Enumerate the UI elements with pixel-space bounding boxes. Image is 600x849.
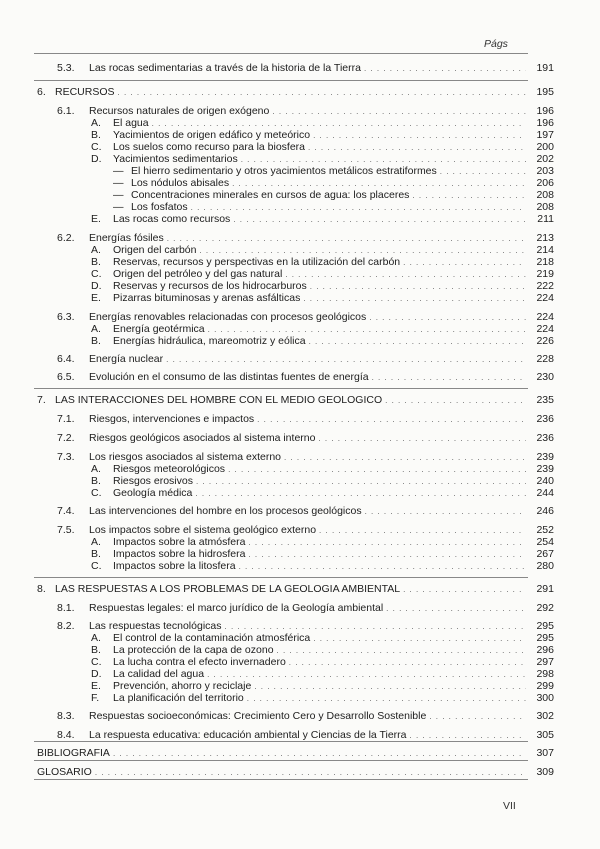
entry-page-number: 307 bbox=[536, 747, 554, 759]
entry-title: Energía geotérmica bbox=[113, 323, 205, 335]
entry-number: D. bbox=[91, 280, 102, 292]
toc-entry bbox=[0, 394, 600, 407]
entry-page-number: 236 bbox=[536, 432, 554, 444]
toc-entry bbox=[0, 335, 600, 348]
entry-page-number: 298 bbox=[536, 668, 554, 680]
page-number: VII bbox=[503, 800, 516, 812]
entry-title: Los impactos sobre el sistema geológico externo bbox=[89, 524, 317, 536]
entry-page-number: 191 bbox=[536, 62, 554, 74]
entry-page-number: 299 bbox=[536, 680, 554, 692]
section-rule bbox=[34, 779, 528, 780]
dot-leader bbox=[166, 353, 526, 366]
dot-leader bbox=[410, 729, 526, 742]
entry-title: Riesgos meteorológicos bbox=[113, 463, 226, 475]
entry-title: La calidad del agua bbox=[113, 668, 205, 680]
entry-page-number: 292 bbox=[536, 602, 554, 614]
entry-title: Las intervenciones del hombre en los procesos geológicos bbox=[89, 505, 362, 517]
entry-title: Reservas y recursos de los hidrocarburos bbox=[113, 280, 307, 292]
entry-title: Los suelos como recurso para la biosfera bbox=[113, 141, 306, 153]
entry-title: Origen del carbón bbox=[113, 244, 197, 256]
entry-number: B. bbox=[91, 548, 101, 560]
entry-page-number: 208 bbox=[536, 189, 554, 201]
entry-number: A. bbox=[91, 244, 101, 256]
entry-number: — bbox=[113, 201, 124, 213]
entry-number: 7.3. bbox=[57, 451, 75, 463]
entry-title: La planificación del territorio bbox=[113, 692, 244, 704]
entry-number: 6.3. bbox=[57, 311, 75, 323]
entry-title: LAS INTERACCIONES DEL HOMBRE CON EL MEDIO GEOLOGICO bbox=[55, 394, 383, 406]
entry-page-number: 246 bbox=[536, 505, 554, 517]
entry-number: 7.4. bbox=[57, 505, 75, 517]
entry-title: El hierro sedimentario y otros yacimientos metálicos estratiformes bbox=[131, 165, 437, 177]
entry-page-number: 295 bbox=[536, 632, 554, 644]
dot-leader bbox=[113, 747, 526, 760]
entry-title: Reservas, recursos y perspectivas en la utilización del carbón bbox=[113, 256, 401, 268]
toc-entry bbox=[0, 560, 600, 573]
entry-title: Pizarras bituminosas y arenas asfálticas bbox=[113, 292, 301, 304]
dot-leader bbox=[403, 583, 526, 596]
entry-page-number: 197 bbox=[536, 129, 554, 141]
entry-number: 7.2. bbox=[57, 432, 75, 444]
entry-title: Geología médica bbox=[113, 487, 193, 499]
entry-page-number: 230 bbox=[536, 371, 554, 383]
entry-number: B. bbox=[91, 644, 101, 656]
entry-number: C. bbox=[91, 268, 102, 280]
entry-number: 6. bbox=[37, 86, 46, 98]
entry-number: E. bbox=[91, 292, 101, 304]
entry-number: — bbox=[113, 189, 124, 201]
toc-entry bbox=[0, 602, 600, 615]
entry-page-number: 219 bbox=[536, 268, 554, 280]
toc-entry bbox=[0, 371, 600, 384]
entry-title: Los nódulos abisales bbox=[131, 177, 230, 189]
dot-leader bbox=[309, 335, 526, 348]
dot-leader bbox=[372, 371, 526, 384]
entry-title: Energías renovables relacionadas con procesos geológicos bbox=[89, 311, 367, 323]
toc-entry bbox=[0, 353, 600, 366]
entry-title: Concentraciones minerales en cursos de agua: los placeres bbox=[131, 189, 410, 201]
section-rule bbox=[34, 388, 528, 389]
entry-page-number: 195 bbox=[536, 86, 554, 98]
entry-page-number: 280 bbox=[536, 560, 554, 572]
toc-entry bbox=[0, 505, 600, 518]
toc-entry bbox=[0, 692, 600, 705]
header-rule bbox=[34, 53, 528, 54]
entry-title: Las respuestas tecnológicas bbox=[89, 620, 222, 632]
entry-number: C. bbox=[91, 656, 102, 668]
dot-leader bbox=[257, 413, 526, 426]
entry-page-number: 309 bbox=[536, 766, 554, 778]
entry-number: A. bbox=[91, 463, 101, 475]
entry-page-number: 206 bbox=[536, 177, 554, 189]
section-rule bbox=[34, 80, 528, 81]
entry-page-number: 297 bbox=[536, 656, 554, 668]
entry-page-number: 213 bbox=[536, 232, 554, 244]
toc-entry bbox=[0, 487, 600, 500]
entry-page-number: 224 bbox=[536, 292, 554, 304]
entry-number: D. bbox=[91, 668, 102, 680]
dot-leader bbox=[365, 505, 526, 518]
dot-leader bbox=[239, 560, 526, 573]
entry-number: — bbox=[113, 165, 124, 177]
entry-number: C. bbox=[91, 560, 102, 572]
entry-number: 6.5. bbox=[57, 371, 75, 383]
entry-page-number: 239 bbox=[536, 463, 554, 475]
entry-page-number: 244 bbox=[536, 487, 554, 499]
entry-title: El control de la contaminación atmosférica bbox=[113, 632, 311, 644]
entry-page-number: 196 bbox=[536, 105, 554, 117]
entry-title: Las rocas como recursos bbox=[113, 213, 231, 225]
dot-leader bbox=[386, 602, 526, 615]
entry-number: 7. bbox=[37, 394, 46, 406]
entry-number: 6.4. bbox=[57, 353, 75, 365]
toc-entry bbox=[0, 747, 600, 760]
entry-number: A. bbox=[91, 117, 101, 129]
entry-number: A. bbox=[91, 323, 101, 335]
entry-page-number: 291 bbox=[536, 583, 554, 595]
dot-leader bbox=[429, 710, 526, 723]
entry-page-number: 305 bbox=[536, 729, 554, 741]
entry-page-number: 235 bbox=[536, 394, 554, 406]
entry-number: 6.1. bbox=[57, 105, 75, 117]
toc-entry bbox=[0, 710, 600, 723]
dot-leader bbox=[118, 86, 526, 99]
entry-title: El agua bbox=[113, 117, 149, 129]
dot-leader bbox=[233, 213, 526, 226]
entry-title: BIBLIOGRAFIA bbox=[37, 747, 110, 759]
entry-page-number: 252 bbox=[536, 524, 554, 536]
entry-page-number: 202 bbox=[536, 153, 554, 165]
entry-title: La lucha contra el efecto invernadero bbox=[113, 656, 286, 668]
entry-title: Riesgos erosivos bbox=[113, 475, 193, 487]
entry-title: Evolución en el consumo de las distintas fuentes de energía bbox=[89, 371, 369, 383]
entry-number: B. bbox=[91, 475, 101, 487]
entry-title: Riesgos, intervenciones e impactos bbox=[89, 413, 255, 425]
pages-column-header: Págs bbox=[484, 38, 508, 50]
entry-number: F. bbox=[91, 692, 100, 704]
entry-number: D. bbox=[91, 153, 102, 165]
dot-leader bbox=[195, 487, 526, 500]
entry-title: La respuesta educativa: educación ambiental y Ciencias de la Tierra bbox=[89, 729, 407, 741]
entry-page-number: 302 bbox=[536, 710, 554, 722]
entry-number: C. bbox=[91, 487, 102, 499]
entry-number: E. bbox=[91, 213, 101, 225]
entry-number: 8.2. bbox=[57, 620, 75, 632]
dot-leader bbox=[95, 766, 526, 779]
entry-title: Yacimientos sedimentarios bbox=[113, 153, 238, 165]
entry-number: 6.2. bbox=[57, 232, 75, 244]
entry-page-number: 208 bbox=[536, 201, 554, 213]
dot-leader bbox=[364, 62, 526, 75]
entry-page-number: 218 bbox=[536, 256, 554, 268]
entry-page-number: 211 bbox=[537, 213, 554, 225]
entry-title: Impactos sobre la litosfera bbox=[113, 560, 236, 572]
entry-title: Recursos naturales de origen exógeno bbox=[89, 105, 270, 117]
entry-title: RECURSOS bbox=[55, 86, 115, 98]
entry-page-number: 196 bbox=[536, 117, 554, 129]
entry-page-number: 226 bbox=[536, 335, 554, 347]
entry-title: Origen del petróleo y del gas natural bbox=[113, 268, 283, 280]
entry-number: E. bbox=[91, 680, 101, 692]
entry-number: B. bbox=[91, 256, 101, 268]
entry-title: Respuestas socioeconómicas: Crecimiento Cero y Desarrollo Sostenible bbox=[89, 710, 427, 722]
toc-entry bbox=[0, 213, 600, 226]
entry-number: 5.3. bbox=[57, 62, 75, 74]
entry-number: B. bbox=[91, 335, 101, 347]
toc-entry bbox=[0, 432, 600, 445]
entry-number: 7.1. bbox=[57, 413, 75, 425]
entry-title: Energía nuclear bbox=[89, 353, 164, 365]
entry-title: La protección de la capa de ozono bbox=[113, 644, 274, 656]
entry-number: A. bbox=[91, 536, 101, 548]
entry-title: LAS RESPUESTAS A LOS PROBLEMAS DE LA GEOLOGIA AMBIENTAL bbox=[55, 583, 401, 595]
entry-page-number: 222 bbox=[536, 280, 554, 292]
entry-page-number: 296 bbox=[536, 644, 554, 656]
entry-page-number: 300 bbox=[536, 692, 554, 704]
entry-page-number: 295 bbox=[536, 620, 554, 632]
entry-page-number: 200 bbox=[536, 141, 554, 153]
entry-title: Energías hidráulica, mareomotriz y eólica bbox=[113, 335, 306, 347]
entry-number: 8.1. bbox=[57, 602, 75, 614]
entry-page-number: 267 bbox=[536, 548, 554, 560]
entry-page-number: 224 bbox=[536, 311, 554, 323]
dot-leader bbox=[385, 394, 526, 407]
entry-title: Impactos sobre la hidrosfera bbox=[113, 548, 246, 560]
entry-page-number: 214 bbox=[536, 244, 554, 256]
toc-entry bbox=[0, 766, 600, 779]
toc-entry bbox=[0, 86, 600, 99]
entry-title: GLOSARIO bbox=[37, 766, 92, 778]
entry-title: Respuestas legales: el marco jurídico de la Geología ambiental bbox=[89, 602, 384, 614]
entry-number: 8. bbox=[37, 583, 46, 595]
entry-page-number: 236 bbox=[536, 413, 554, 425]
entry-number: — bbox=[113, 177, 124, 189]
entry-title: Impactos sobre la atmósfera bbox=[113, 536, 246, 548]
toc-entry bbox=[0, 62, 600, 75]
dot-leader bbox=[247, 692, 526, 705]
entry-number: 7.5. bbox=[57, 524, 75, 536]
entry-number: C. bbox=[91, 141, 102, 153]
entry-title: Riesgos geológicos asociados al sistema interno bbox=[89, 432, 316, 444]
toc-entry bbox=[0, 292, 600, 305]
section-rule bbox=[34, 760, 528, 761]
entry-page-number: 254 bbox=[536, 536, 554, 548]
entry-number: A. bbox=[91, 632, 101, 644]
dot-leader bbox=[318, 432, 526, 445]
toc-entry bbox=[0, 413, 600, 426]
entry-title: Los riesgos asociados al sistema externo bbox=[89, 451, 282, 463]
entry-page-number: 239 bbox=[536, 451, 554, 463]
section-rule bbox=[34, 577, 528, 578]
entry-page-number: 203 bbox=[536, 165, 554, 177]
entry-number: 8.3. bbox=[57, 710, 75, 722]
entry-title: Yacimientos de origen edáfico y meteórico bbox=[113, 129, 311, 141]
entry-number: B. bbox=[91, 129, 101, 141]
entry-title: Prevención, ahorro y reciclaje bbox=[113, 680, 252, 692]
entry-title: Energías fósiles bbox=[89, 232, 164, 244]
entry-title: Los fosfatos bbox=[131, 201, 188, 213]
entry-number: 8.4. bbox=[57, 729, 75, 741]
entry-page-number: 228 bbox=[536, 353, 554, 365]
entry-title: Las rocas sedimentarias a través de la historia de la Tierra bbox=[89, 62, 361, 74]
entry-page-number: 240 bbox=[536, 475, 554, 487]
toc-entry bbox=[0, 729, 600, 742]
toc-entry bbox=[0, 583, 600, 596]
entry-page-number: 224 bbox=[536, 323, 554, 335]
dot-leader bbox=[303, 292, 526, 305]
